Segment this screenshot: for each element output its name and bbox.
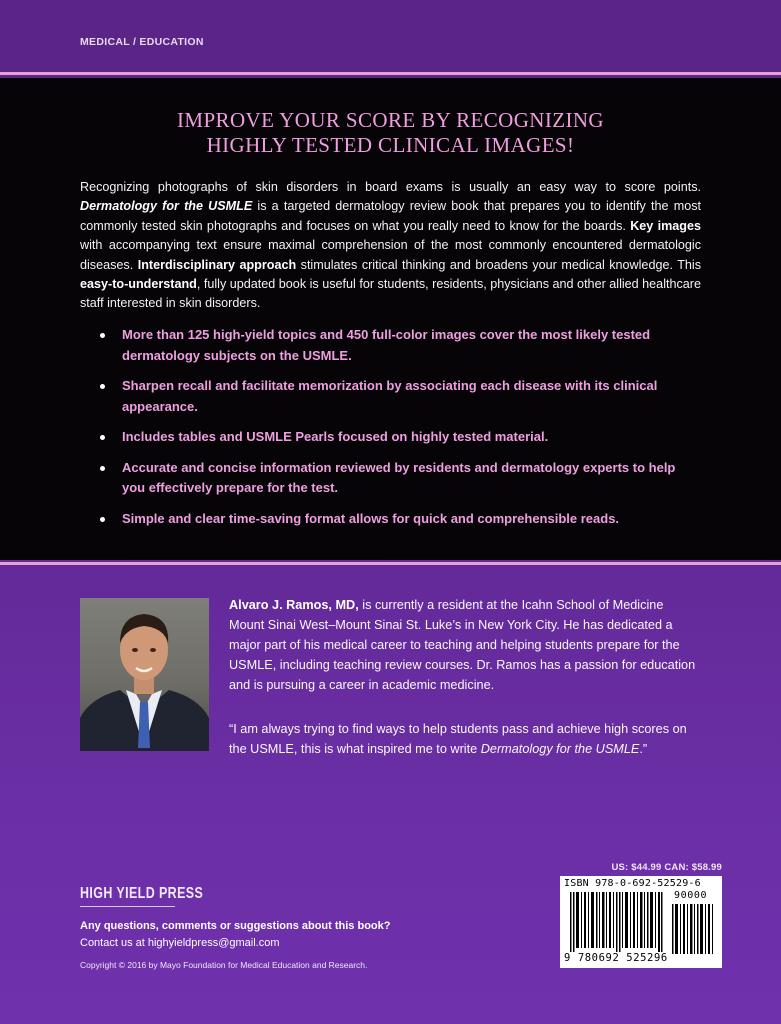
intro-bold-3: easy-to-understand — [80, 277, 197, 292]
price-label: US: $44.99 CAN: $58.99 — [611, 862, 722, 873]
author-quote — [229, 719, 701, 759]
bullet-dot-icon — [100, 333, 105, 338]
author-bio — [229, 595, 701, 695]
bottom-rule — [0, 562, 781, 565]
intro-text-1: Recognizing photographs of skin disorders in board exams is usually an easy way to score points. — [80, 180, 701, 194]
bullet-dot-icon — [100, 435, 105, 440]
quote-text-1: “I am always trying to find ways to help students pass and achieve high scores on the USMLE, this is what inspired me to write — [229, 722, 687, 756]
publisher-rule — [80, 906, 175, 907]
author-bio-text: is currently a resident at the Icahn School of Medicine Mount Sinai West–Mount Sinai St. Luke’s in New York City. He has dedicated a major part of his medical career to teaching and helping students prepare for the USMLE, including teaching review courses. Dr. Ramos has a passion for education and is pursuing a career in academic medicine. — [229, 598, 696, 692]
list-item — [80, 376, 701, 417]
bullet-dot-icon — [100, 384, 105, 389]
category-label: MEDICAL / EDUCATION — [80, 36, 204, 48]
list-item-text: More than 125 high-yield topics and 450 full-color images cover the most likely tested dermatology subjects on the USMLE. — [122, 327, 651, 363]
publisher-logo: HIGH YIELD PRESS — [80, 885, 204, 902]
contact-text: Contact us at highyieldpress@gmail.com — [80, 937, 280, 949]
isbn-number: ISBN 978-0-692-52529-6 — [564, 878, 701, 889]
headline-line1: IMPROVE YOUR SCORE BY RECOGNIZING — [177, 108, 604, 132]
author-portrait-icon — [80, 598, 209, 751]
copyright-text: Copyright © 2016 by Mayo Foundation for Medical Education and Research. — [80, 960, 368, 970]
intro-bold-2: Interdisciplinary approach — [137, 257, 297, 272]
intro-text-5: , fully updated book is useful for students, residents, physicians and other allied healthcare staff interested in skin disorders. — [80, 277, 701, 311]
list-item — [80, 458, 701, 499]
quote-book-title: Dermatology for the USMLE — [480, 742, 640, 756]
author-photo — [80, 598, 209, 751]
intro-paragraph — [80, 178, 701, 314]
list-item — [80, 509, 701, 530]
list-item-text: Accurate and concise information reviewed by residents and dermatology experts to help you effectively prepare for the test. — [122, 459, 676, 495]
addon-number: 90000 — [674, 890, 708, 901]
barcode — [560, 876, 722, 968]
list-item — [80, 427, 701, 448]
ean-number: 9 780692 525296 — [564, 952, 668, 964]
intro-text-2: is a targeted dermatology review book that prepares you to identify the most commonly tested skin photographs and focuses on what you really need to know for the boards. — [80, 199, 701, 233]
list-item — [80, 325, 701, 366]
questions-text: Any questions, comments or suggestions about this book? — [80, 920, 391, 932]
intro-text-4: stimulates critical thinking and broadens your medical knowledge. This — [296, 257, 701, 272]
author-name: Alvaro J. Ramos, MD, — [229, 598, 359, 612]
bullet-dot-icon — [100, 517, 105, 522]
bullet-dot-icon — [100, 466, 105, 471]
list-item-text: Sharpen recall and facilitate memorization by associating each disease with its clinical appearance. — [122, 378, 658, 414]
intro-bold-1: Key images — [630, 218, 701, 233]
list-item-text: Includes tables and USMLE Pearls focused on highly tested material. — [122, 429, 549, 444]
headline-line2: HIGHLY TESTED CLINICAL IMAGES! — [206, 133, 575, 157]
intro-book-title: Dermatology for the USMLE — [80, 199, 253, 214]
quote-text-2: .” — [639, 742, 648, 756]
list-item-text: Simple and clear time-saving format allows for quick and comprehensible reads. — [122, 510, 620, 526]
feature-list — [80, 325, 701, 539]
intro-text-3: with accompanying text ensure maximal comprehension of the most commonly encountered dermatologic diseases. — [80, 238, 701, 272]
headline — [80, 108, 701, 158]
top-rule — [0, 72, 781, 75]
